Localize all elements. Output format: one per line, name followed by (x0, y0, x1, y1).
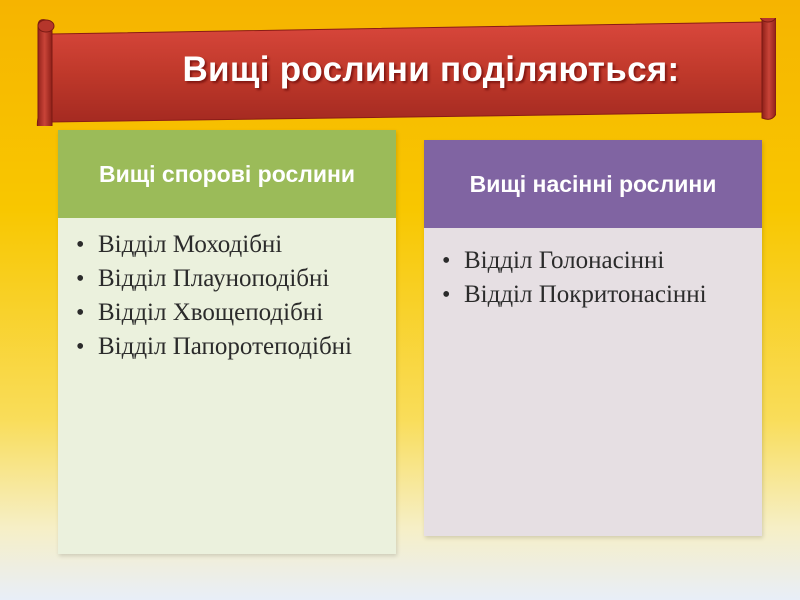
bullet-icon: • (442, 282, 451, 308)
bullet-icon: • (76, 266, 85, 292)
bullet-icon: • (442, 248, 451, 274)
seed-plants-header: Вищі насінні рослини (424, 140, 762, 228)
list-item-label: Відділ Папоротеподібні (98, 333, 352, 360)
list-item-label: Відділ Голонасінні (464, 247, 665, 274)
list-item (72, 228, 386, 262)
list-item (438, 278, 752, 312)
bullet-icon: • (76, 300, 85, 326)
spore-plants-card (58, 130, 396, 554)
seed-plants-card (424, 140, 762, 536)
list-item (438, 244, 752, 278)
seed-plants-list (424, 228, 762, 536)
spore-plants-list (58, 218, 396, 554)
list-item (72, 330, 386, 364)
list-item-label: Відділ Моходібні (98, 231, 283, 258)
list-item (72, 262, 386, 296)
slide-title: Вищі рослини поділяються: (182, 50, 680, 89)
title-banner (36, 18, 776, 126)
bullet-icon: • (76, 334, 85, 360)
list-item-label: Відділ Плауноподібні (98, 265, 330, 292)
bullet-icon: • (76, 232, 85, 258)
list-item-label: Відділ Хвощеподібні (98, 299, 324, 326)
list-item (72, 296, 386, 330)
spore-plants-header: Вищі спорові рослини (58, 130, 396, 218)
list-item-label: Відділ Покритонасінні (464, 281, 707, 308)
